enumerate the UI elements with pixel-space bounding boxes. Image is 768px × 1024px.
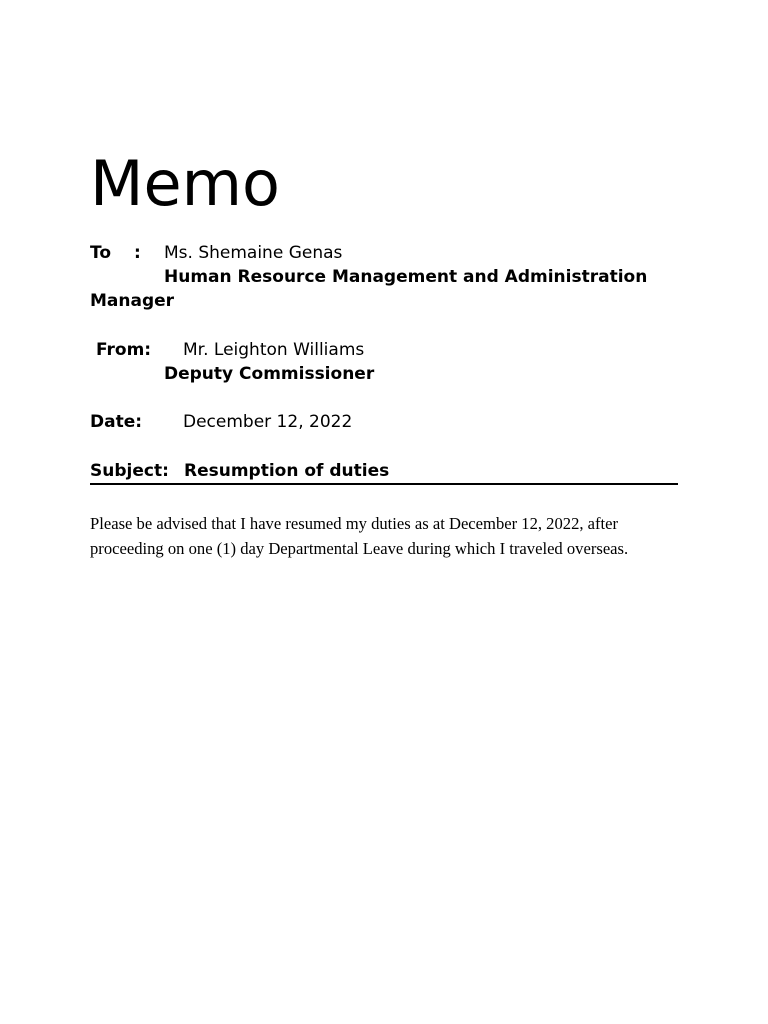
to-title-line1: Human Resource Management and Administration	[164, 267, 648, 287]
memo-title: Memo	[90, 147, 280, 220]
date-label: Date:	[90, 412, 143, 432]
from-name: Mr. Leighton Williams	[183, 340, 365, 360]
subject-label: Subject:	[90, 461, 169, 481]
from-label: From:	[96, 340, 152, 360]
to-label: To	[90, 243, 112, 263]
memo-body	[90, 511, 690, 561]
body-line-1: Please be advised that I have resumed my duties as at December 12, 2022, after	[90, 514, 619, 533]
to-title-line2: Manager	[90, 291, 175, 311]
subject-value: Resumption of duties	[184, 461, 390, 481]
from-title: Deputy Commissioner	[164, 364, 375, 384]
body-line-2: proceeding on one (1) day Departmental Leave during which I traveled overseas.	[90, 539, 629, 558]
to-colon: :	[134, 243, 141, 263]
subject-divider	[90, 483, 678, 485]
date-value: December 12, 2022	[183, 412, 353, 432]
to-name: Ms. Shemaine Genas	[164, 243, 343, 263]
